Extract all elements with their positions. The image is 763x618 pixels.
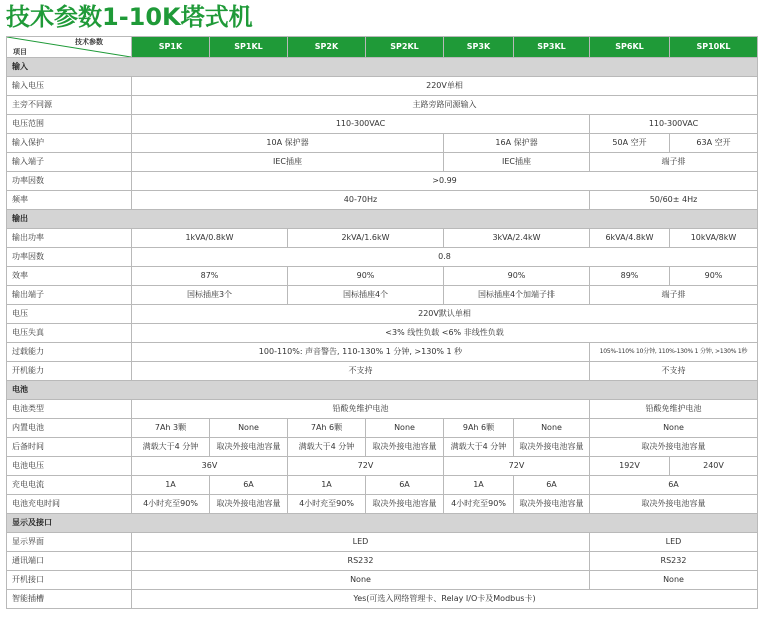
table-cell: 4小时充至90% <box>288 495 366 514</box>
table-row <box>7 400 758 419</box>
table-cell: 110-300VAC <box>590 115 758 134</box>
section-row-input <box>7 58 758 77</box>
table-row <box>7 324 758 343</box>
section-row-display <box>7 514 758 533</box>
row-label: 通讯端口 <box>7 552 132 571</box>
table-cell: 满载大于4 分钟 <box>288 438 366 457</box>
section-label: 输出 <box>7 210 758 229</box>
table-cell: None <box>210 419 288 438</box>
model-header: SP2K <box>288 37 366 58</box>
row-label: 输出功率 <box>7 229 132 248</box>
table-row <box>7 533 758 552</box>
row-label: 过载能力 <box>7 343 132 362</box>
table-row <box>7 172 758 191</box>
table-cell: 满载大于4 分钟 <box>132 438 210 457</box>
table-cell: 90% <box>670 267 758 286</box>
table-row <box>7 419 758 438</box>
table-cell: 取决外接电池容量 <box>514 438 590 457</box>
row-label: 输入端子 <box>7 153 132 172</box>
table-cell: None <box>590 571 758 590</box>
row-label: 智能插槽 <box>7 590 132 609</box>
table-cell: 90% <box>288 267 444 286</box>
table-cell: None <box>132 571 590 590</box>
table-cell: 3kVA/2.4kW <box>444 229 590 248</box>
table-cell: 16A 保护器 <box>444 134 590 153</box>
table-cell: 50A 空开 <box>590 134 670 153</box>
table-cell: RS232 <box>590 552 758 571</box>
table-cell: 10kVA/8kW <box>670 229 758 248</box>
row-label: 主旁不同源 <box>7 96 132 115</box>
table-cell: 40-70Hz <box>132 191 590 210</box>
table-cell: 6A <box>210 476 288 495</box>
table-cell: LED <box>590 533 758 552</box>
table-cell: 铅酸免维护电池 <box>132 400 590 419</box>
row-label: 开机能力 <box>7 362 132 381</box>
table-cell: IEC插座 <box>132 153 444 172</box>
table-cell: 90% <box>444 267 590 286</box>
table-row <box>7 115 758 134</box>
table-cell: 50/60± 4Hz <box>590 191 758 210</box>
table-cell: 0.8 <box>132 248 758 267</box>
table-cell: 端子排 <box>590 286 758 305</box>
table-cell: 72V <box>288 457 444 476</box>
table-cell: None <box>366 419 444 438</box>
row-label: 电池充电时间 <box>7 495 132 514</box>
table-cell: 192V <box>590 457 670 476</box>
table-cell: 满载大于4 分钟 <box>444 438 514 457</box>
table-cell: 105%-110% 10分钟, 110%-130% 1 分钟, >130% 1秒 <box>590 343 758 362</box>
model-header: SP3K <box>444 37 514 58</box>
table-cell: 取决外接电池容量 <box>366 438 444 457</box>
table-cell: 89% <box>590 267 670 286</box>
table-cell: 1kVA/0.8kW <box>132 229 288 248</box>
row-label: 功率因数 <box>7 172 132 191</box>
spec-table <box>6 36 758 609</box>
table-row <box>7 476 758 495</box>
table-cell: 100-110%: 声音警告, 110-130% 1 分钟, >130% 1 秒 <box>132 343 590 362</box>
table-cell: 国标插座3个 <box>132 286 288 305</box>
table-row <box>7 191 758 210</box>
table-cell: 不支持 <box>590 362 758 381</box>
section-label: 电池 <box>7 381 758 400</box>
table-cell: 主路旁路同源输入 <box>132 96 758 115</box>
page-title: 技术参数1-10K塔式机 <box>6 3 253 31</box>
table-cell: 取决外接电池容量 <box>210 438 288 457</box>
section-label: 输入 <box>7 58 758 77</box>
section-row-battery <box>7 381 758 400</box>
table-cell: 铅酸免维护电池 <box>590 400 758 419</box>
table-row <box>7 362 758 381</box>
row-label: 显示界面 <box>7 533 132 552</box>
table-cell: 4小时充至90% <box>132 495 210 514</box>
table-cell: 不支持 <box>132 362 590 381</box>
table-cell: Yes(可选入网络管理卡、Relay I/O卡及Modbus卡) <box>132 590 758 609</box>
table-cell: 240V <box>670 457 758 476</box>
row-label: 电压失真 <box>7 324 132 343</box>
table-cell: 6A <box>514 476 590 495</box>
row-label: 内置电池 <box>7 419 132 438</box>
table-row <box>7 438 758 457</box>
table-cell: 220V单相 <box>132 77 758 96</box>
table-row <box>7 590 758 609</box>
table-cell: IEC插座 <box>444 153 590 172</box>
table-cell: 2kVA/1.6kW <box>288 229 444 248</box>
table-cell: 国标插座4个 <box>288 286 444 305</box>
header-row <box>7 37 758 58</box>
table-row <box>7 96 758 115</box>
table-cell: 取决外接电池容量 <box>514 495 590 514</box>
table-cell: 220V默认单相 <box>132 305 758 324</box>
table-cell: 72V <box>444 457 590 476</box>
table-cell: 36V <box>132 457 288 476</box>
table-cell: 110-300VAC <box>132 115 590 134</box>
model-header: SP1KL <box>210 37 288 58</box>
section-label: 显示及接口 <box>7 514 758 533</box>
table-row <box>7 267 758 286</box>
row-label: 功率因数 <box>7 248 132 267</box>
table-cell: 6A <box>590 476 758 495</box>
table-row <box>7 229 758 248</box>
table-cell: 取决外接电池容量 <box>590 495 758 514</box>
table-cell: 7Ah 6颗 <box>288 419 366 438</box>
table-cell: 6A <box>366 476 444 495</box>
row-label: 电池类型 <box>7 400 132 419</box>
row-label: 效率 <box>7 267 132 286</box>
row-label: 输入电压 <box>7 77 132 96</box>
table-cell: None <box>514 419 590 438</box>
table-cell: 国标插座4个加端子排 <box>444 286 590 305</box>
row-label: 电压 <box>7 305 132 324</box>
table-row <box>7 552 758 571</box>
table-cell: 1A <box>444 476 514 495</box>
model-header: SP10KL <box>670 37 758 58</box>
row-label: 后备时间 <box>7 438 132 457</box>
table-cell: 63A 空开 <box>670 134 758 153</box>
table-cell: 端子排 <box>590 153 758 172</box>
table-cell: 取决外接电池容量 <box>590 438 758 457</box>
table-cell: 1A <box>132 476 210 495</box>
row-label: 充电电流 <box>7 476 132 495</box>
table-cell: 7Ah 3颗 <box>132 419 210 438</box>
table-row <box>7 286 758 305</box>
model-header: SP6KL <box>590 37 670 58</box>
table-row <box>7 495 758 514</box>
model-header: SP2KL <box>366 37 444 58</box>
table-row <box>7 571 758 590</box>
header-corner-cell <box>7 37 132 58</box>
table-cell: 6kVA/4.8kW <box>590 229 670 248</box>
table-row <box>7 153 758 172</box>
table-cell: 取决外接电池容量 <box>210 495 288 514</box>
table-cell: RS232 <box>132 552 590 571</box>
row-label: 输入保护 <box>7 134 132 153</box>
section-row-output <box>7 210 758 229</box>
table-cell: 4小时充至90% <box>444 495 514 514</box>
table-cell: 取决外接电池容量 <box>366 495 444 514</box>
row-label: 输出端子 <box>7 286 132 305</box>
header-corner-top: 技术参数 <box>75 38 103 46</box>
table-cell: 1A <box>288 476 366 495</box>
table-row <box>7 77 758 96</box>
table-cell: 10A 保护器 <box>132 134 444 153</box>
table-cell: >0.99 <box>132 172 758 191</box>
row-label: 电池电压 <box>7 457 132 476</box>
table-row <box>7 305 758 324</box>
table-cell: <3% 线性负载 <6% 非线性负载 <box>132 324 758 343</box>
row-label: 频率 <box>7 191 132 210</box>
table-cell: LED <box>132 533 590 552</box>
table-row <box>7 343 758 362</box>
table-cell: 87% <box>132 267 288 286</box>
model-header: SP3KL <box>514 37 590 58</box>
table-row <box>7 248 758 267</box>
table-cell: None <box>590 419 758 438</box>
row-label: 开机接口 <box>7 571 132 590</box>
model-header: SP1K <box>132 37 210 58</box>
table-row <box>7 134 758 153</box>
header-corner-bottom: 项目 <box>13 48 27 56</box>
row-label: 电压范围 <box>7 115 132 134</box>
table-cell: 9Ah 6颗 <box>444 419 514 438</box>
table-row <box>7 457 758 476</box>
